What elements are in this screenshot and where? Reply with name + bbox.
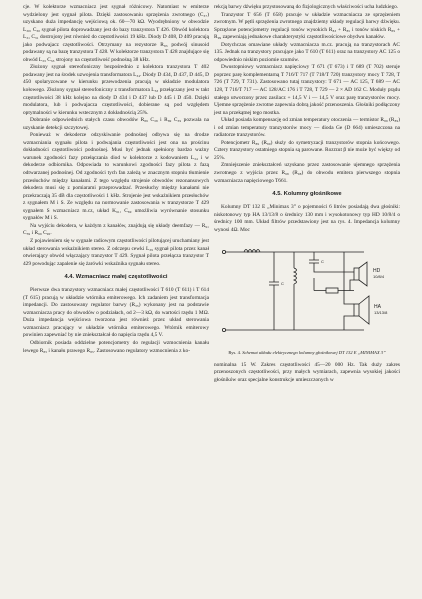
right-column [214,4,400,385]
speaker-high-label: HD [373,268,381,275]
paragraph: Ponieważ w dekoderze odzyskiwanie podnośnej odbywa się na drodze wzmacniania sygnału pilota i podwajania częstotliwości jest ona na prościnu dokładności częstotliwości podnośnej. Musi być jednak spełniony bardzo ważny warunek zgodności fazy przełączania diod w kolektorze z kodowaniem L₃₄ i w dekoderze odbiornika. Odpowiada to warunkowi zgodności fazy pilota z fazą odtwarzanej podnośnej. Od zgodności tych fan zależą w znacznym stopniu tłumienie przesłuchów między kanałami. Z tego względu strojenie obwodów rezonansowych dekodera musi się z pomiarami przeprowadzać. Przesłuchy między kanałami nie przekraczają 35 dB dla częstotliwości 1 kHz. Strojenie jest wskaźnikiem przesłuchów z sygnałem M i S. Ze względu na normowanie zastosowania w tranzystorze T 429 sygnałem S wzmacniacz m.cz, układ K₉₁, C₈₉ umożliwia wyrównanie stosunku sygnałów M i S. [23,132,209,222]
wire [344,316,354,330]
input-terminal [222,251,225,254]
speaker-low-body [354,304,359,316]
paragraph: Potencjometr R₈₉ (R₈₉) służy do symetryzacji tranzystorów stopnia końcowego. Cztery tranzystory ostatniego stopnia są parowane. Rozrzut β nie może być więkzy od 25%. [214,139,400,161]
paragraph: Pierwsze dwa tranzystory wzmacniacz małej częstotliwości T 610 (T 611) i T 614 (T 615) pracują w układzie wtórnika emiterowego. Ich zadaniem jest transformacja impedancji. Do zastosowany regulator barwy (R₃₅) wykonany jest na podstawie wzmacniacza pracy do obwodów o podziałach, od 2—3 kΩ, do wartości rzędu 1 MΩ. Duża impedancja wejściowa tworzona jest również przez układ sterowania wzmacniacz pracujący w układzie wtórnika emiterowego. Wtórnik emiterowy powinien zapewniać by nie zniekształcał do napięcia rzędu 4,5 V. [23,287,209,339]
paragraph: Odbiornik posiada oddzielne potencjometry do regulacji wzmocnienia kanału lewego R₈₅ i kanału prawego R₈₅. Zastosowano regulatory wzmocnienia z ko- [23,339,209,354]
inductor [294,268,297,284]
paragraph: Na wyjściu dekodera, w każdym z kanałów, znajdują się układy deemfazy — R₉₁ C₃₉ i R₉₉ C₉₀. [23,222,209,237]
left-column [23,4,209,355]
paragraph: Kolumny DT 132 E „Minimax 3” o pojemności 6 litrów posiadają dwa głośniki: niskotonowy typ HA 13/13/8 o średnicy 130 mm i wysokotonowy typ HD 10/8/4 o średnicy 100 mm. Układ filtrów przedstawiony jest na rys. 4. Impedancja kolumny wynosi 4Ω. Moc [214,204,400,233]
paragraph: Złożony sygnał stereofoniczny bezpośrednio z kolektora tranzystora T 402 podawany jest na środek uzwojenia transformatora L₃₄. Diody D 434, D 437, D 445, D 450 spolaryzowane w kierunku przewodzenia pracują w układzie modulatora kołowego. Złożony sygnał stereofoniczny z transformatora L₃₃ przełączany jest w takt częstotliwości 38 kHz kolejno na diody D 434 i D 437 lub D 445 i D 450. Dzięki modulatora, lub i podwajacza częstotliwości, dobierane są pod względem optymalności w kierunku wstecznym z dokładnością 25%. [23,64,209,116]
wire [344,252,354,304]
capacitor-label: C [321,259,324,265]
capacitor [309,260,319,263]
figure-caption-text: Schemat układu elektrycznego kolumny głośnikowej DT 132 E „MINIMAX 3” [242,349,386,355]
wire [314,263,354,272]
paragraph: cje. W kolektorze wzmacniacz jest sygnał różnicowy. Natomiast w emiterze wydzielony jest sygnał pilota. Dzięki zastosowaniu sprzężenia zwrotnego (C₃₇) uzyskano duża impedancję wejściową ok. 60—70 kΩ. Wyodrębniony w obwodzie L₃₀, C₃₀ sygnał pilota doprowadzany jest do bazy tranzystora T 426. Obwód kolektora L₃₁ C₃₁ dostrojony jest również do częstotliwości 19 kHz. Diody D 408, D 409 pracują jako podwajacz częstotliwości. Otrzymany na rezystorze R₈₃ podwój sinusoid podawany są na bazę tranzystora T 428. W kolektorze tranzystora T 428 znajdujące się obwód L₃₃ C₃₃ strojony na częstotliwość podnośną 38 kHz. [23,4,209,63]
speaker-crossover-schematic [214,238,400,356]
paragraph: Układ posiada kompensację od zmian temperatury otoczenia — termistor R₈₉ (R₈₉) i od zmian temperatury tranzystorów mocy — dioda Ge (D 664) umieszczona na radiatorze tranzystorów. [214,117,400,139]
speaker-high-body [354,268,359,280]
paragraph: Dotychczas omawiane układy wzmacniacza m.cz. pracują na tranzystorach AC 135. Jednak na tranzystory pracujące jako T 610 (T 611) oraz na tranzystory AC 125 o odpowiednio niskim poziomie szumów. [214,41,400,63]
speaker-low-cone [359,296,369,324]
speaker-high-sublabel: 10/8/4 [373,274,385,280]
capacitor [269,282,279,285]
figure-caption-label: Rys. 4. [228,349,242,355]
resistor [326,288,338,293]
paragraph: Dwustopniowy wzmacniacz napięciowy T 671 (T 673) i T 689 (T 702) steruje poprzez parę komplementarną T 716/T 717 (T 718/T 720) tranzystory mocy T 728, T 726 (T 729, T 731). Zastosowano tutaj tranzystory: T 671 — AC 125, T 689 — AC 128, T 716/T 717 — AC 128/AC 176 i T 728, T 729 — 2 × AD 162 C. Moduły prądu stałego utworzony przez zasilacz + 14,5 V i — 14,5 V oraz parę tranzystorów mocy. Ujemne sprzężenie zwrotne zapewnia dobrą jakość przenoszenia. Głośniki podłączony jest na przekątnej tego mostka. [214,64,400,116]
paragraph: nominalna 15 W. Zakres częstotliwości 45—20 000 Hz. Tak duży zakres przenoszonych częstotliwości, przy małych wymiarach, zapewnia wysokiej jakości głośników oraz specjalne konstrukcje umieszczonych w [214,361,400,383]
speaker-low-label: HA [374,304,381,311]
capacitor-label: C [281,281,284,287]
paragraph: Dobranie odpowiednich stałych czasu obwodów R₈₉ C₃₈ i R₈₉ C₃₉ pozwala na uzyskanie detekcji szczytowej. [23,117,209,131]
wire [350,280,354,291]
paragraph: rekcją barwy dźwięku przystosowaną do fizjologicznych właściwości ucha ludzkiego. [214,4,399,10]
paragraph: Tranzystor T 656 (T 658) pracuje w układzie wzmacniacza ze sprzężeniem zwrotnym. W pętli sprzężenia zwrotnego znajdziemy układy regulacji barwy dźwięku. Sprzężone potencjometry regulacji tonów wysokich R₈₃ + R₈₅ i tonów niskich R₈₉ + R₉₉ zapewniają jednakowe charakterystyki częstotliwościowe obydwu kanałów. [214,11,400,41]
input-terminal [222,329,225,332]
paragraph: Z pojawieniem się w sygnale radiowym częstotliwości pilotującej uruchamiany jest układ sterowania wskaźnikiem stereo. Z odczepu cewki L₃₉ sygnał pilota przez kanał otwierający obwód włączający tranzystor T 429. Sygnał pilota przełącza tranzystor T 429 powodując zapalenie się żarówki wskaźnika sygnału stereo. [23,237,209,267]
speaker-low-sublabel: 13/13/8 [374,310,388,316]
schematic-svg [214,238,400,344]
figure-caption [220,350,394,356]
speaker-high-cone [359,262,367,286]
paragraph: Zmniejszenie zniekształceń uzyskano przez zastosowanie ujemnego sprzężenia zwrotnego z wyjścia przez R₉₈ (R₉₈) do obwodu emitera pierwszego stopnia wzmacniacza napięciowego T661. [214,162,400,184]
section-heading: 4.4. Wzmacniacz małej częstotliwości [64,274,168,281]
section-heading: 4.5. Kolumny głośnikowe [272,191,342,198]
